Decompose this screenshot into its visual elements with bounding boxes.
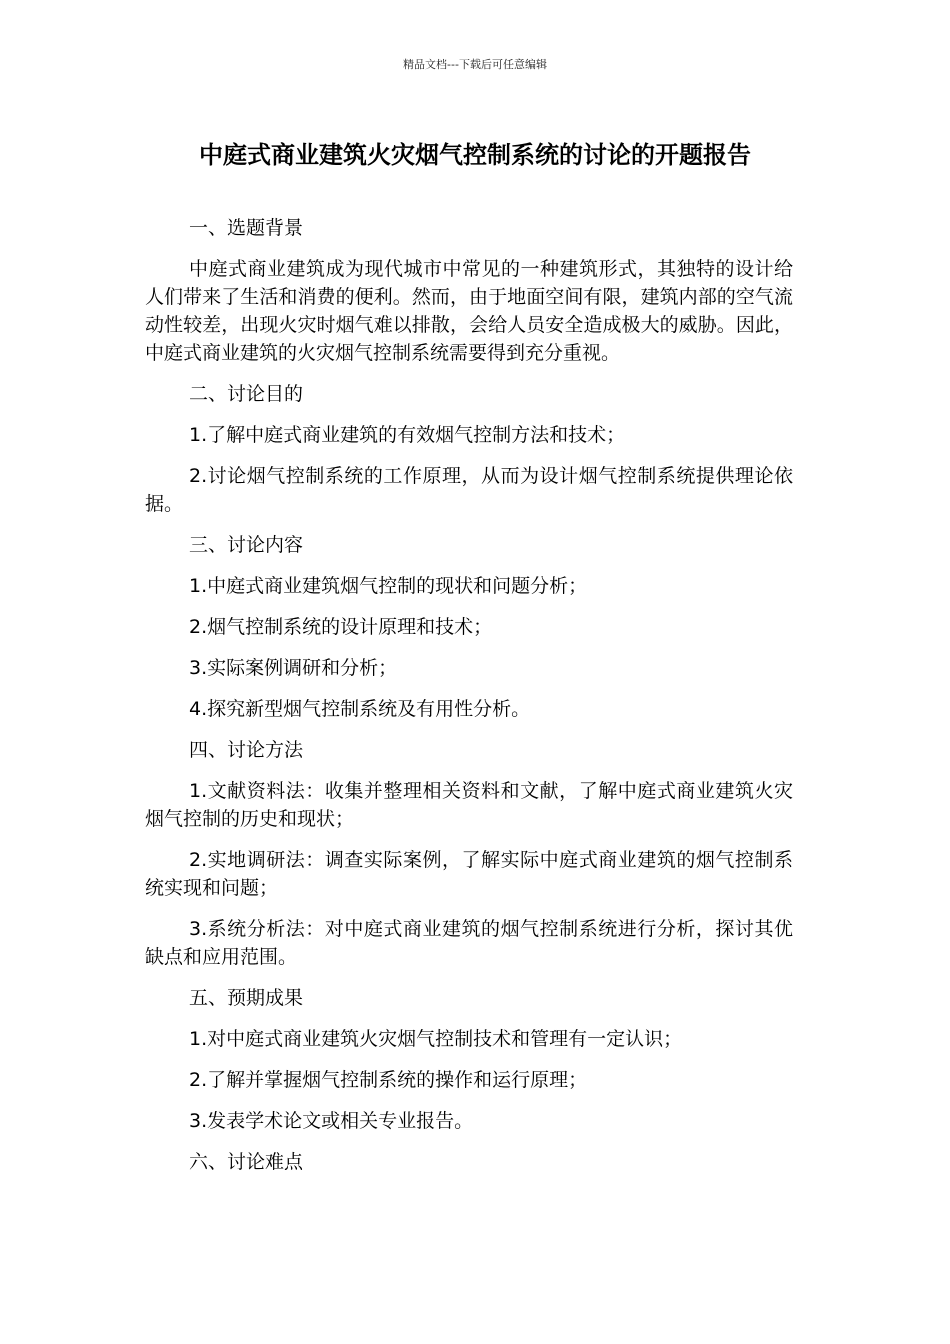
list-item: 1.文献资料法：收集并整理相关资料和文献，了解中庭式商业建筑火灾烟气控制的历史和现状； — [145, 780, 793, 830]
list-item: 3.实际案例调研和分析； — [189, 657, 398, 679]
section-heading-methods: 四、讨论方法 — [189, 739, 304, 761]
list-item: 1.了解中庭式商业建筑的有效烟气控制方法和技术； — [189, 424, 626, 446]
list-item: 1.对中庭式商业建筑火灾烟气控制技术和管理有一定认识； — [189, 1028, 683, 1050]
list-item: 4.探究新型烟气控制系统及有用性分析。 — [189, 698, 531, 720]
list-item: 3.系统分析法：对中庭式商业建筑的烟气控制系统进行分析，探讨其优缺点和应用范围。 — [145, 918, 793, 968]
section-heading-difficulties: 六、讨论难点 — [189, 1151, 304, 1173]
section-heading-purpose: 二、讨论目的 — [189, 383, 304, 405]
list-item: 2.实地调研法：调查实际案例，了解实际中庭式商业建筑的烟气控制系统实现和问题； — [145, 849, 793, 899]
list-item: 2.了解并掌握烟气控制系统的操作和运行原理； — [189, 1069, 588, 1091]
document-body — [145, 214, 793, 1189]
document-title: 中庭式商业建筑火灾烟气控制系统的讨论的开题报告 — [199, 141, 751, 169]
header-note: 精品文档---下载后可任意编辑 — [403, 58, 547, 71]
body-paragraph: 中庭式商业建筑成为现代城市中常见的一种建筑形式，其独特的设计给人们带来了生活和消费的便利。然而，由于地面空间有限，建筑内部的空气流动性较差，出现火灾时烟气难以排散，会给人员安全造成极大的威胁。因此，中庭式商业建筑的火灾烟气控制系统需要得到充分重视。 — [145, 258, 793, 364]
list-item: 1.中庭式商业建筑烟气控制的现状和问题分析； — [189, 575, 588, 597]
list-item: 2.讨论烟气控制系统的工作原理，从而为设计烟气控制系统提供理论依据。 — [145, 465, 793, 515]
list-item: 3.发表学术论文或相关专业报告。 — [189, 1110, 474, 1132]
section-heading-outcomes: 五、预期成果 — [189, 987, 304, 1009]
section-heading-content: 三、讨论内容 — [189, 534, 304, 556]
section-heading-background: 一、选题背景 — [189, 217, 304, 239]
list-item: 2.烟气控制系统的设计原理和技术； — [189, 616, 493, 638]
